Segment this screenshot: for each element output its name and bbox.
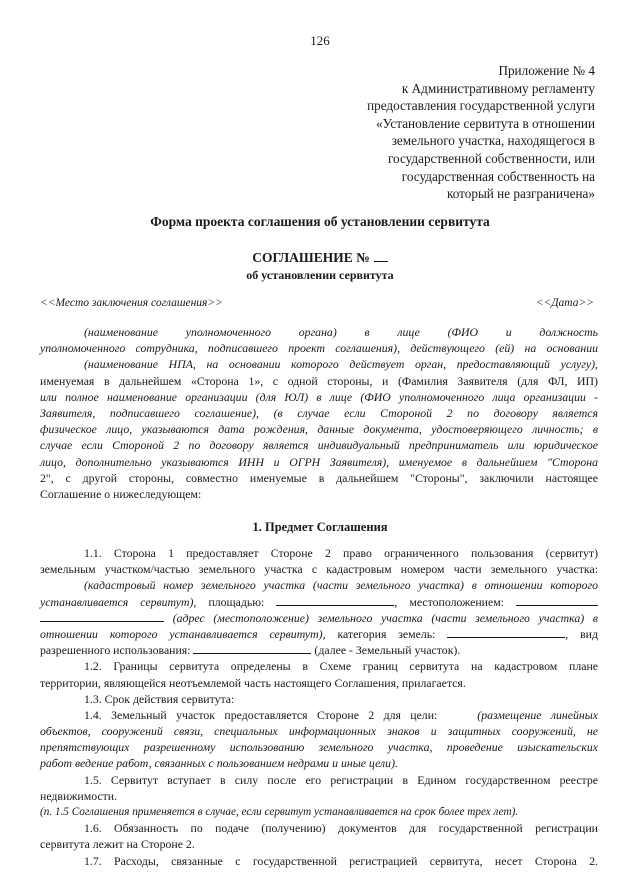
form-title: Форма проекта соглашения об установлении сервитута bbox=[150, 214, 490, 229]
address-blank bbox=[40, 610, 164, 622]
section-1-body bbox=[40, 545, 598, 869]
section-title: 1. Предмет Соглашения bbox=[252, 520, 388, 534]
agreement-place: <<Место заключения соглашения>> bbox=[40, 297, 223, 309]
appendix-line: государственной собственности, или bbox=[387, 150, 595, 166]
agreement-title bbox=[0, 250, 640, 266]
appendix-line: «Установление сервитута в отношении bbox=[376, 115, 595, 131]
preamble-line: Заявителя, подписавшего соглашение), (в случае если Стороной 2 по договору является bbox=[40, 405, 598, 420]
location-blank bbox=[516, 594, 598, 606]
clause-1-1-line: земельным участком/частью земельного участка с кадастровым номером части земельного участка: bbox=[40, 562, 598, 577]
clause-1-5-line: недвижимости. bbox=[40, 788, 118, 803]
preamble bbox=[40, 324, 598, 502]
land-category-blank bbox=[447, 626, 565, 638]
clause-1-2-line: 1.2. Границы сервитута определены в Схеме границ сервитута на кадастровом плане bbox=[84, 659, 598, 674]
clause-1-7-line: 1.7. Расходы, связанные с государственной регистрацией сервитута, несет Сторона 2. bbox=[84, 853, 598, 868]
appendix-line: к Административному регламенту bbox=[401, 80, 595, 96]
permitted-use-blank bbox=[193, 642, 311, 654]
clause-1-4-line: 1.4. Земельный участок предоставляется Стороне 2 для цели: (размещение линейных bbox=[84, 707, 598, 722]
appendix-line: государственная собственность на bbox=[401, 168, 595, 184]
clause-1-1-line: (кадастровый номер земельного участка (части земельного участка) в отношении которого bbox=[84, 578, 598, 593]
preamble-line: уполномоченного сотрудника, подписавшего проект соглашения), действующего (ей) на основании bbox=[40, 341, 598, 356]
preamble-line: случае если Стороной 2 по договору является индивидуальный предприниматель или юридическое bbox=[40, 438, 598, 453]
clause-1-3-line: 1.3. Срок действия сервитута: bbox=[84, 691, 235, 706]
appendix-line: предоставления государственной услуги bbox=[367, 98, 595, 114]
clause-1-1-line: разрешенного использования: (далее - Земельный участок). bbox=[40, 643, 461, 658]
appendix-line: земельного участка, находящегося в bbox=[391, 133, 595, 149]
preamble-line: физическое лицо, указываются дата рождения, данные документа, удостоверяющего личность; в bbox=[40, 422, 598, 437]
clause-1-5-note: (п. 1.5 Соглашения применяется в случае, если сервитут устанавливается на срок более трех лет). bbox=[40, 806, 519, 818]
appendix-line: который не разграничена» bbox=[447, 186, 595, 202]
appendix-header bbox=[367, 62, 595, 203]
clause-1-4-line: работ ведение работ, связанных с пользованием недрами и иные цели). bbox=[40, 756, 398, 771]
preamble-line: или полное наименование организации (для ЮЛ) в лице (ФИО уполномоченного лица организации - bbox=[40, 389, 598, 404]
preamble-line: лицо, дополнительно указываются ИНН и ОГРН Заявителя), именуемое в дальнейшем "Сторона bbox=[40, 454, 598, 469]
clause-1-1-line: отношении которого устанавливается сервитут), категория земель: , вид bbox=[40, 626, 598, 641]
clause-1-6-line: 1.6. Обязанность по подаче (получению) документов для государственной регистрации bbox=[84, 821, 598, 836]
appendix-line: Приложение № 4 bbox=[498, 63, 595, 78]
agreement-date: <<Дата>> bbox=[535, 297, 594, 309]
area-blank bbox=[276, 594, 394, 606]
clause-1-4-line: объектов, сооружений связи, специальных информационных знаков и защитных сооружений, не bbox=[40, 724, 598, 739]
preamble-line: (наименование уполномоченного органа) в лице (ФИО и должность bbox=[84, 325, 598, 339]
page-number: 126 bbox=[310, 33, 330, 48]
preamble-line: именуемая в дальнейшем «Сторона 1», с одной стороны, и (Фамилия Заявителя (для ФЛ, ИП) bbox=[40, 373, 598, 388]
clause-1-5-line: 1.5. Сервитут вступает в силу после его регистрации в Едином государственном реестре bbox=[84, 772, 598, 787]
clause-1-1-line: (адрес (местоположение) земельного участка (части земельного участка) в bbox=[40, 610, 598, 626]
clause-1-2-line: территории, являющейся неотъемлемой часть настоящего Соглашения, прилагается. bbox=[40, 675, 466, 690]
agreement-subtitle: об установлении сервитута bbox=[246, 268, 394, 282]
preamble-line: Соглашение о нижеследующем: bbox=[40, 486, 202, 501]
preamble-line: 2", с другой стороны, совместно именуемые в дальнейшем "Стороны", заключили настоящее bbox=[40, 470, 598, 485]
agreement-title-text: СОГЛАШЕНИЕ № bbox=[252, 250, 370, 265]
clause-1-6-line: сервитута лежит на Стороне 2. bbox=[40, 837, 195, 852]
clause-1-1-line: устанавливается сервитут), площадью: , местоположением: bbox=[40, 594, 598, 610]
agreement-number-blank bbox=[374, 251, 388, 262]
clause-1-4-line: препятствующих разрешенному использованию земельного участка, проведение изыскательских bbox=[40, 740, 598, 755]
preamble-line: (наименование НПА, на основании которого действует орган, предоставляющий услугу), bbox=[84, 357, 598, 372]
clause-1-1-line: 1.1. Сторона 1 предоставляет Стороне 2 право ограниченного пользования (сервитут) bbox=[84, 546, 598, 560]
